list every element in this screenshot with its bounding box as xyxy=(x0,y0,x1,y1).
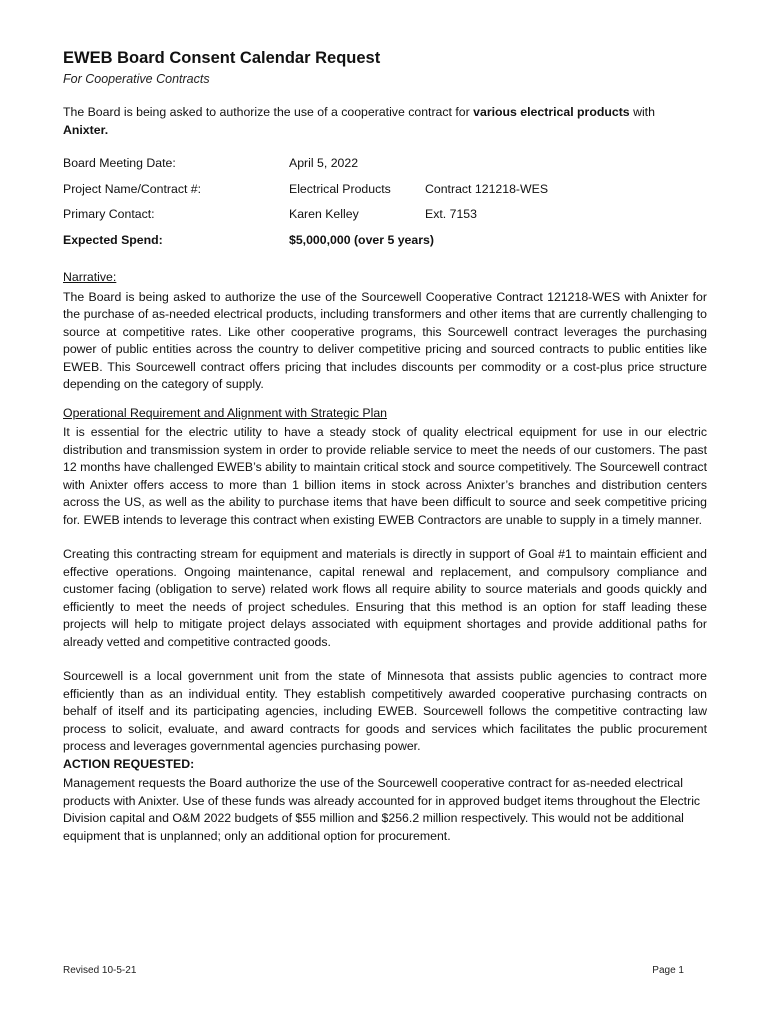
intro-products: various electrical products xyxy=(473,105,630,119)
narrative-heading: Narrative: xyxy=(63,270,117,284)
meeting-date-value: April 5, 2022 xyxy=(289,156,359,170)
intro-vendor: Anixter. xyxy=(63,122,109,137)
intro-text: The Board is being asked to authorize the use of a cooperative contract for xyxy=(63,105,474,119)
contact-label: Primary Contact: xyxy=(63,207,155,221)
action-heading: ACTION REQUESTED: xyxy=(63,756,195,771)
contact-value: Karen Kelley xyxy=(289,207,359,221)
info-row-project xyxy=(63,181,707,207)
operational-heading: Operational Requirement and Alignment with Strategic Plan xyxy=(63,405,388,420)
operational-paragraph-1: It is essential for the electric utility to have a steady stock of quality electrical equipment for use in our electric distribution and transmission system in order to provide reliable service to meet the needs of our customers. The past 12 months have challenged EWEB’s ability to maintain critical stock and source competitively. The Sourcewell contract with Anixter offers access to more than 1 billion items in stock across Anixter’s branches and distribution centers across the US, as well as the ability to purchase items that have been difficult to source and seek competitive pricing for. EWEB intends to leverage this contract when existing EWEB Contractors are unable to supply in a timely manner. xyxy=(63,425,707,527)
info-row-meeting-date xyxy=(63,155,707,181)
project-label: Project Name/Contract #: xyxy=(63,181,202,196)
meeting-date-label: Board Meeting Date: xyxy=(63,156,176,170)
operational-paragraph-2: Creating this contracting stream for equipment and materials is directly in support of Goal #1 to maintain efficient and effective operations. Ongoing maintenance, capital renewal and replacement, and compulsory compliance and customer facing (obligation to serve) related work flows all require ability to source materials and goods quickly and efficiently to meet the needs of project schedules. Ensuring that this method is an option for staff leading these projects will help to mitigate project delays associated with equipment shortages and provide additional paths for already vetted and competitive contracted goods. xyxy=(63,547,707,649)
action-paragraph: Management requests the Board authorize the use of the Sourcewell cooperative contract for as-needed electrical products with Anixter. Use of these funds was already accounted for in approved budget items throughout the Electric Division capital and O&M 2022 budgets of $55 million and $256.2 million respectively. This would not be additional equipment that is unplanned; only an additional option for procurement. xyxy=(63,776,701,843)
footer-revised: Revised 10-5-21 xyxy=(63,965,137,976)
spend-value: $5,000,000 (over 5 years) xyxy=(289,232,434,247)
intro-with: with xyxy=(629,105,655,119)
info-row-spend xyxy=(63,232,707,258)
operational-paragraph-3: Sourcewell is a local government unit from the state of Minnesota that assists public agencies to contract more efficiently than as an individual entity. They establish competitively awarded cooperative purchasing contracts on behalf of itself and its participating agencies, including EWEB. Sourcewell follows the competitive contracting law process to solicit, evaluate, and award contracts for goods and services which facilitates the public procurement process and leverages governmental agencies purchasing power. xyxy=(63,669,707,753)
intro-paragraph xyxy=(63,104,707,139)
project-value: Electrical Products xyxy=(289,181,391,196)
document-title: EWEB Board Consent Calendar Request xyxy=(63,49,381,67)
contract-number: Contract 121218-WES xyxy=(425,181,549,196)
contact-extension: Ext. 7153 xyxy=(425,207,477,221)
narrative-paragraph: The Board is being asked to authorize the use of the Sourcewell Cooperative Contract 121218-WES with Anixter for the purchase of as-needed electrical products, including transformers and other items that are currently challenging to source at competitive rates. Like other cooperative programs, this Sourcewell contract leverages the purchasing power of public entities across the country to deliver competitive pricing and sourced contracts to public entities like EWEB. This Sourcewell contract offers pricing that includes discounts per commodity or a cost-plus price structure depending on the category of supply. xyxy=(63,289,707,391)
document-body xyxy=(63,46,707,845)
document-subtitle: For Cooperative Contracts xyxy=(63,72,210,86)
footer-page-number: Page 1 xyxy=(652,965,684,976)
spend-label: Expected Spend: xyxy=(63,232,163,247)
info-row-contact xyxy=(63,206,707,232)
request-info-table xyxy=(63,155,707,257)
